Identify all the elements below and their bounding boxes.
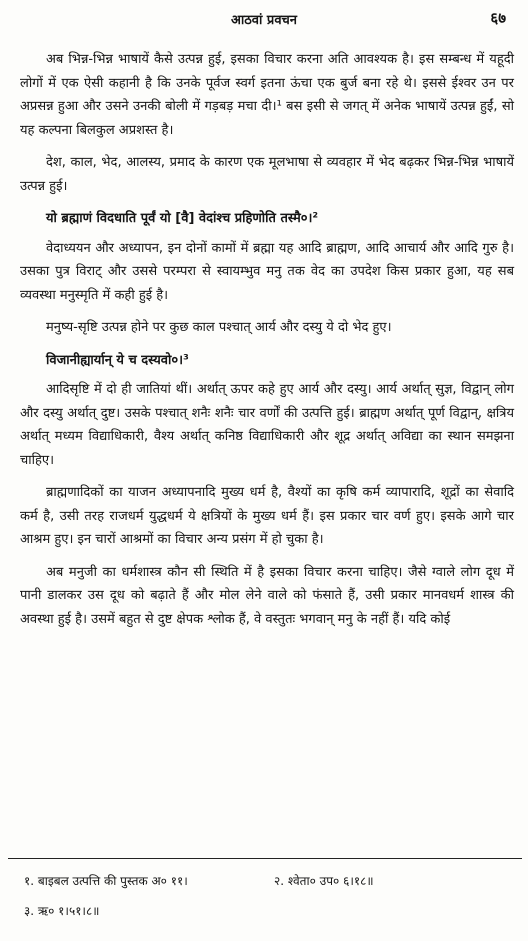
paragraph-brahma-teacher: वेदाध्ययन और अध्यापन, इन दोनों कामों में ब्रह्मा यह आदि ब्राह्मण, आदि आचार्य और आदि गुरु है। उसका पुत्र विराट् और उससे परम्परा से स्वायम्भुव मनु तक वेद का उपदेश किस प्रकार हुआ, यह सब व्यवस्था मनुस्मृति में कही हुई है। xyxy=(20,240,514,303)
footnotes xyxy=(24,866,514,926)
paragraph-manu-dharmashastra: अब मनुजी का धर्मशास्त्र कौन सी स्थिति में है इसका विचार करना चाहिए। जैसे ग्वाले लोग दूध में पानी डालकर उस दूध को बढ़ाते हैं और मोल लेने वाले को फंसाते हैं, उसी प्रकार मानवधर्म शास्त्र की अवस्था हुई है। उसमें बहुत से दुष्ट क्षेपक श्लोक हैं, वे वस्तुतः भगवान् मनु के नहीं हैं। यदि कोई xyxy=(20,564,514,627)
paragraph-arya-dasyu: मनुष्य-सृष्टि उत्पन्न होने पर कुछ काल पश्चात् आर्य और दस्यु ये दो भेद हुए। xyxy=(46,320,392,335)
running-title: आठवां प्रवचन xyxy=(230,13,298,28)
page-header xyxy=(0,8,528,32)
paragraph-varnas: आदिसृष्टि में दो ही जातियां थीं। अर्थात् ऊपर कहे हुए आर्य और दस्यु। आर्य अर्थात् सुज्ञ, विद्वान् लोग और दस्यु अर्थात् दुष्ट। उसके पश्चात् शनैः शनैः चार वर्णों की उत्पत्ति हुई। ब्राह्मण अर्थात् पूर्ण विद्वान्, क्षत्रिय अर्थात् मध्यम विद्याधिकारी, वैश्य अर्थात् कनिष्ठ विद्याधिकारी और शूद्र अर्थात् अविद्या का स्थान समझना चाहिए। xyxy=(20,382,514,468)
paragraph-duties: ब्राह्मणादिकों का याजन अध्यापनादि मुख्य धर्म है, वैश्यों का कृषि कर्म व्यापारादि, शूद्रों का सेवादि कर्म है, उसी तरह राजधर्म युद्धधर्म ये क्षत्रियों के मुख्य धर्म हैं। इस प्रकार चार वर्ण हुए। इसके आगे चार आश्रम हुए। इन चारों आश्रमों का विचार अन्य प्रसंग में हो चुका है। xyxy=(20,485,514,547)
footnote-2: २. श्वेता० उप० ६।१८॥ xyxy=(274,874,374,888)
paragraph-languages-origin: अब भिन्न-भिन्न भाषायें कैसे उत्पन्न हुई, इसका विचार करना अति आवश्यक है। इस सम्बन्ध में यहूदी लोगों में एक ऐसी कहानी है कि उनके पूर्वज स्वर्ग इतना ऊंचा एक बुर्ज बना रहे थे। इससे ईश्वर उन पर अप्रसन्न हुआ और उसने उनकी बोली में गड़बड़ मचा दी।¹ बस इसी से जगत् में अनेक भाषायें उत्पन्न हुईं, सो यह कल्पना बिलकुल अप्रशस्त है। xyxy=(20,52,514,138)
paragraph-language-differences: देश, काल, भेद, आलस्य, प्रमाद के कारण एक मूलभाषा से व्यवहार में भेद बढ़कर भिन्न-भिन्न भाषायें उत्पन्न हुई। xyxy=(20,155,514,194)
footnote-row xyxy=(24,866,514,896)
footnote-divider xyxy=(8,858,522,859)
sanskrit-quote-rigveda: विजानीह्यार्यान् ये च दस्यवो०।³ xyxy=(46,352,189,368)
footnote-row xyxy=(24,896,514,926)
footnote-3: ३. ऋ० १।५१।८॥ xyxy=(24,904,100,918)
page-number: ६७ xyxy=(490,9,506,27)
sanskrit-quote-shvetashvatara: यो ब्रह्माणं विदधाति पूर्वं यो [वै] वेदांश्च प्रहिणोति तस्मै०।² xyxy=(46,211,319,226)
body-text xyxy=(20,48,514,640)
footnote-1: १. बाइबल उत्पत्ति की पुस्तक अ० ११। xyxy=(24,874,188,888)
